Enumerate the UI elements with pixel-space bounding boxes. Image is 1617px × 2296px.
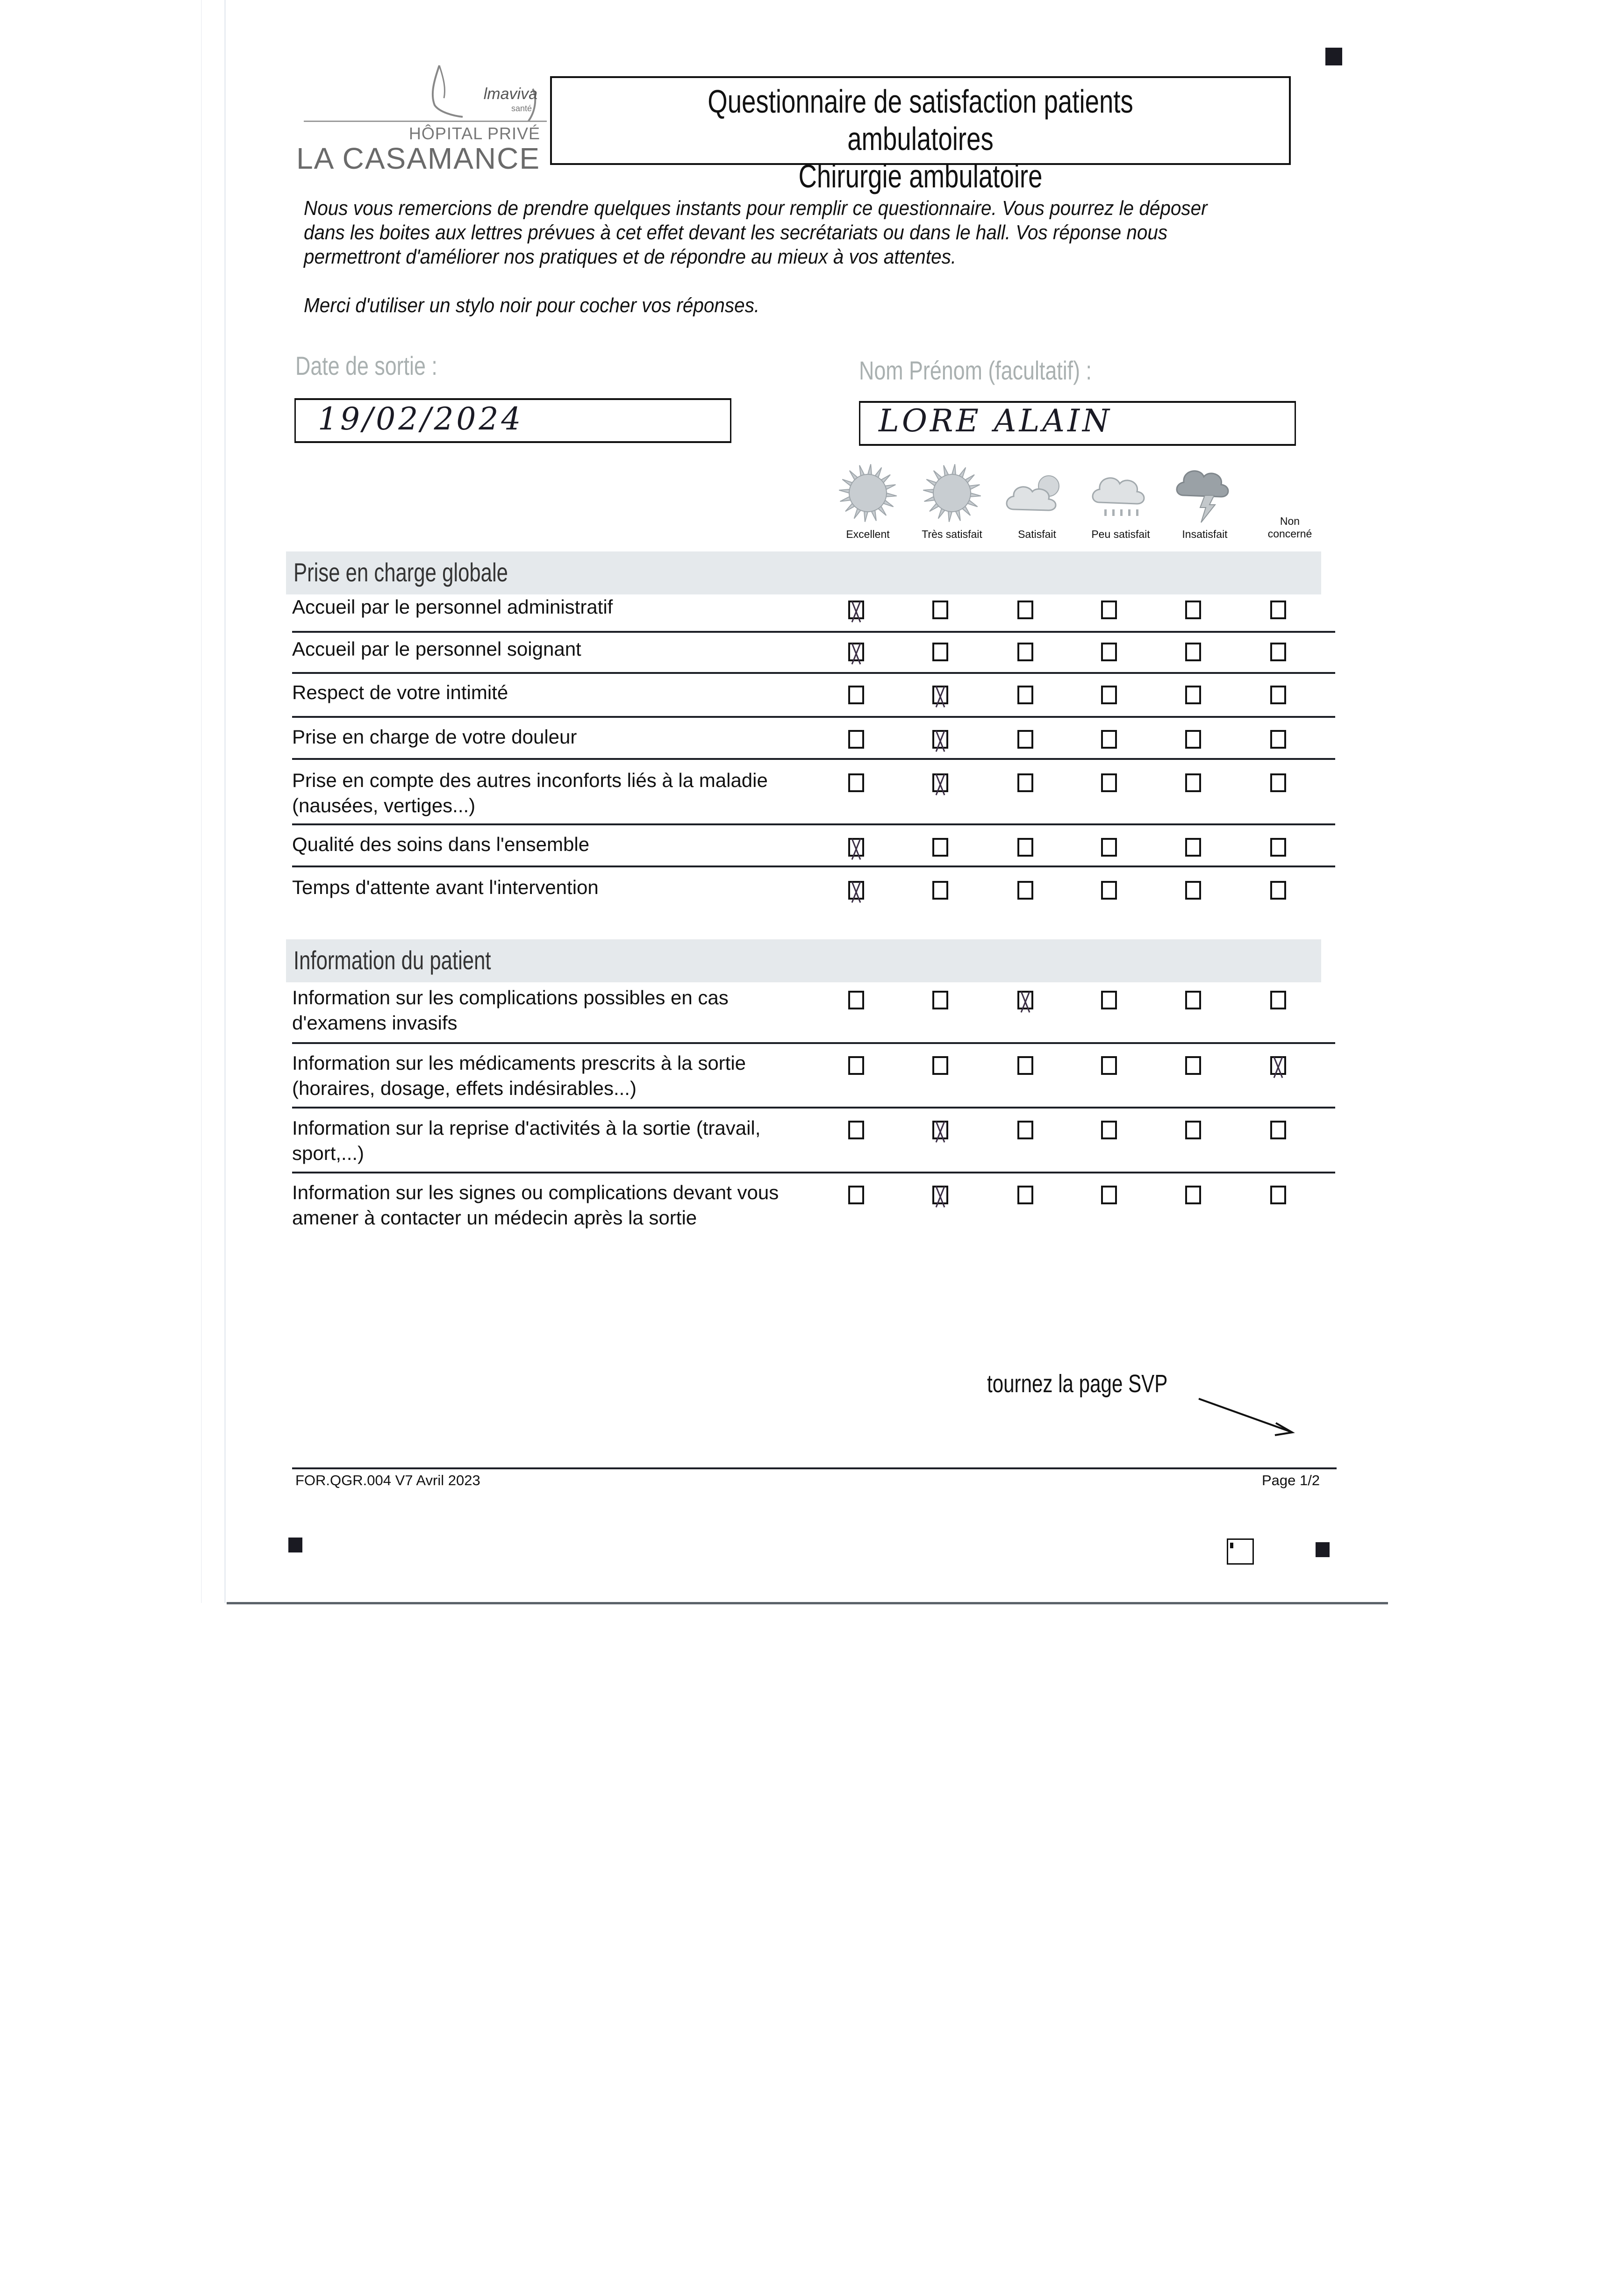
row-divider — [292, 716, 1335, 718]
page-left-edge — [224, 0, 226, 1603]
checkbox-satisfait[interactable] — [1017, 1121, 1033, 1139]
checkbox-non-concerné[interactable] — [1270, 1056, 1286, 1075]
checkbox-excellent[interactable] — [848, 730, 864, 749]
checkbox-peu-satisfait[interactable] — [1101, 1121, 1117, 1139]
checkbox-excellent[interactable] — [848, 1121, 864, 1139]
registration-mark-bottom-right — [1316, 1542, 1330, 1557]
checkbox-peu-satisfait[interactable] — [1101, 773, 1117, 792]
hospital-name: LA CASAMANCE — [296, 142, 540, 175]
checkbox-peu-satisfait[interactable] — [1101, 881, 1117, 900]
checkbox-insatisfait[interactable] — [1185, 838, 1201, 857]
checkbox-peu-satisfait[interactable] — [1101, 1186, 1117, 1204]
question-label: Prise en compte des autres inconforts liés à la maladie (nausées, vertiges...) — [292, 769, 768, 816]
registration-mark-top-right — [1325, 48, 1342, 65]
cloud-rain-icon — [1083, 463, 1158, 526]
section-header — [286, 939, 1321, 982]
checkbox-très-satisfait[interactable] — [932, 686, 948, 704]
title-box — [550, 76, 1291, 194]
checkbox-excellent[interactable] — [848, 686, 864, 704]
checkbox-non-concerné[interactable] — [1270, 686, 1286, 704]
page-bottom-edge — [227, 1602, 1388, 1604]
row-divider — [292, 1172, 1335, 1173]
checkbox-peu-satisfait[interactable] — [1101, 601, 1117, 619]
checkbox-non-concerné[interactable] — [1270, 730, 1286, 749]
checkbox-satisfait[interactable] — [1017, 991, 1033, 1009]
checkbox-non-concerné[interactable] — [1270, 838, 1286, 857]
date-value: 19/02/2024 — [318, 401, 524, 437]
scale-peu-satisfait — [1083, 463, 1158, 540]
checkbox-satisfait[interactable] — [1017, 730, 1033, 749]
section-title: Prise en charge globale — [293, 558, 508, 587]
checkbox-très-satisfait[interactable] — [932, 730, 948, 749]
checkbox-excellent[interactable] — [848, 773, 864, 792]
checkbox-excellent[interactable] — [848, 881, 864, 900]
checkbox-excellent[interactable] — [848, 1186, 864, 1204]
checkbox-excellent[interactable] — [848, 601, 864, 619]
checkbox-non-concerné[interactable] — [1270, 881, 1286, 900]
checkbox-insatisfait[interactable] — [1185, 643, 1201, 661]
row-divider — [292, 631, 1335, 633]
question-label: Information sur la reprise d'activités à la sortie (travail, sport,...) — [292, 1117, 761, 1164]
checkbox-insatisfait[interactable] — [1185, 686, 1201, 704]
logo-divider — [304, 121, 547, 122]
document-reference: FOR.QGR.004 V7 Avril 2023 — [295, 1472, 480, 1488]
checkbox-satisfait[interactable] — [1017, 601, 1033, 619]
row-divider — [292, 672, 1335, 674]
checkbox-satisfait[interactable] — [1017, 773, 1033, 792]
section-header — [286, 551, 1321, 594]
checkbox-peu-satisfait[interactable] — [1101, 730, 1117, 749]
scan-edge — [201, 0, 202, 1603]
checkbox-insatisfait[interactable] — [1185, 601, 1201, 619]
hospital-type: HÔPITAL PRIVÉ — [408, 124, 540, 143]
checkbox-insatisfait[interactable] — [1185, 1121, 1201, 1139]
registration-mark-bottom-left — [288, 1538, 302, 1552]
name-label: Nom Prénom (facultatif) : — [859, 356, 1092, 385]
brand-sub: santé — [511, 104, 532, 113]
checkbox-non-concerné[interactable] — [1270, 643, 1286, 661]
date-label: Date de sortie : — [295, 351, 437, 380]
checkbox-insatisfait[interactable] — [1185, 881, 1201, 900]
page-number: Page 1/2 — [1262, 1472, 1320, 1488]
checkbox-insatisfait[interactable] — [1185, 1186, 1201, 1204]
checkbox-très-satisfait[interactable] — [932, 1056, 948, 1075]
checkbox-satisfait[interactable] — [1017, 1186, 1033, 1204]
question-label: Respect de votre intimité — [292, 681, 508, 703]
row-divider — [292, 1042, 1335, 1044]
scale-label: Insatisfait — [1182, 528, 1228, 540]
page-title: Questionnaire de satisfaction patients ambulatoires — [708, 83, 1133, 157]
hospital-logo — [290, 61, 542, 175]
checkbox-excellent[interactable] — [848, 643, 864, 661]
intro-text: Nous vous remercions de prendre quelques instants pour remplir ce questionnaire. Vous pourrez le déposer dans les boites aux lettres prévues à cet effet devant les secrétariats ou dans le hall. Vos réponse nous permettront d'améliorer nos pratiques et de répondre au mieux à vos attentes. — [304, 197, 1208, 268]
checkbox-très-satisfait[interactable] — [932, 838, 948, 857]
section-title: Information du patient — [293, 945, 491, 975]
checkbox-non-concerné[interactable] — [1270, 773, 1286, 792]
checkbox-non-concerné[interactable] — [1270, 991, 1286, 1009]
checkbox-très-satisfait[interactable] — [932, 601, 948, 619]
checkbox-excellent[interactable] — [848, 838, 864, 857]
scale-label: Satisfait — [1018, 528, 1056, 540]
checkbox-insatisfait[interactable] — [1185, 1056, 1201, 1075]
checkbox-satisfait[interactable] — [1017, 881, 1033, 900]
scale-excellent — [830, 463, 905, 540]
scale-label: Excellent — [846, 528, 890, 540]
sun-icon — [915, 463, 989, 526]
checkbox-peu-satisfait[interactable] — [1101, 991, 1117, 1009]
sun-icon — [830, 463, 905, 526]
checkbox-très-satisfait[interactable] — [932, 643, 948, 661]
row-divider — [292, 758, 1335, 760]
question-label: Information sur les complications possibles en cas d'examens invasifs — [292, 987, 729, 1034]
row-divider — [292, 823, 1335, 825]
name-value: LORE ALAIN — [879, 403, 1112, 439]
scale-label: Peu satisfait — [1091, 528, 1150, 540]
row-divider — [292, 1107, 1335, 1109]
question-label: Qualité des soins dans l'ensemble — [292, 833, 590, 855]
page-subtitle: Chirurgie ambulatoire — [798, 158, 1043, 194]
checkbox-excellent[interactable] — [848, 991, 864, 1009]
checkbox-insatisfait[interactable] — [1185, 730, 1201, 749]
question-label: Information sur les médicaments prescrits à la sortie (horaires, dosage, effets indésirables...) — [292, 1052, 746, 1099]
footer-divider — [292, 1467, 1337, 1469]
scale-label: Très satisfait — [922, 528, 982, 540]
checkbox-excellent[interactable] — [848, 1056, 864, 1075]
pen-note: Merci d'utiliser un stylo noir pour cocher vos réponses. — [304, 294, 760, 317]
brand-name: lmaviva — [483, 85, 537, 103]
question-label: Temps d'attente avant l'intervention — [292, 876, 599, 898]
cloud-sun-icon — [1000, 463, 1074, 526]
scale-très-satisfait — [915, 463, 989, 540]
question-label: Prise en charge de votre douleur — [292, 726, 577, 748]
storm-icon — [1167, 463, 1242, 526]
checkbox-peu-satisfait[interactable] — [1101, 643, 1117, 661]
checkbox-non-concerné[interactable] — [1270, 1186, 1286, 1204]
scale-label: Non concerné — [1267, 515, 1312, 540]
question-label: Accueil par le personnel administratif — [292, 596, 613, 618]
checkbox-peu-satisfait[interactable] — [1101, 838, 1117, 857]
intro-block — [304, 196, 1250, 318]
checkbox-satisfait[interactable] — [1017, 643, 1033, 661]
checkbox-satisfait[interactable] — [1017, 1056, 1033, 1075]
scale-insatisfait — [1167, 463, 1242, 540]
checkbox-insatisfait[interactable] — [1185, 991, 1201, 1009]
checkbox-satisfait[interactable] — [1017, 686, 1033, 704]
checkbox-peu-satisfait[interactable] — [1101, 686, 1117, 704]
checkbox-insatisfait[interactable] — [1185, 773, 1201, 792]
checkbox-très-satisfait[interactable] — [932, 1186, 948, 1204]
arrow-icon — [1196, 1395, 1299, 1437]
checkbox-très-satisfait[interactable] — [932, 881, 948, 900]
question-label: Accueil par le personnel soignant — [292, 638, 581, 660]
checkbox-très-satisfait[interactable] — [932, 773, 948, 792]
id-box-mark — [1227, 1538, 1254, 1565]
checkbox-très-satisfait[interactable] — [932, 991, 948, 1009]
turn-page-note: tournez la page SVP — [987, 1370, 1168, 1398]
question-label: Information sur les signes ou complications devant vous amener à contacter un médecin après la sortie — [292, 1181, 779, 1229]
row-divider — [292, 865, 1335, 867]
checkbox-non-concerné[interactable] — [1270, 1121, 1286, 1139]
checkbox-très-satisfait[interactable] — [932, 1121, 948, 1139]
checkbox-non-concerné[interactable] — [1270, 601, 1286, 619]
scale-satisfait — [1000, 463, 1074, 540]
checkbox-satisfait[interactable] — [1017, 838, 1033, 857]
checkbox-peu-satisfait[interactable] — [1101, 1056, 1117, 1075]
